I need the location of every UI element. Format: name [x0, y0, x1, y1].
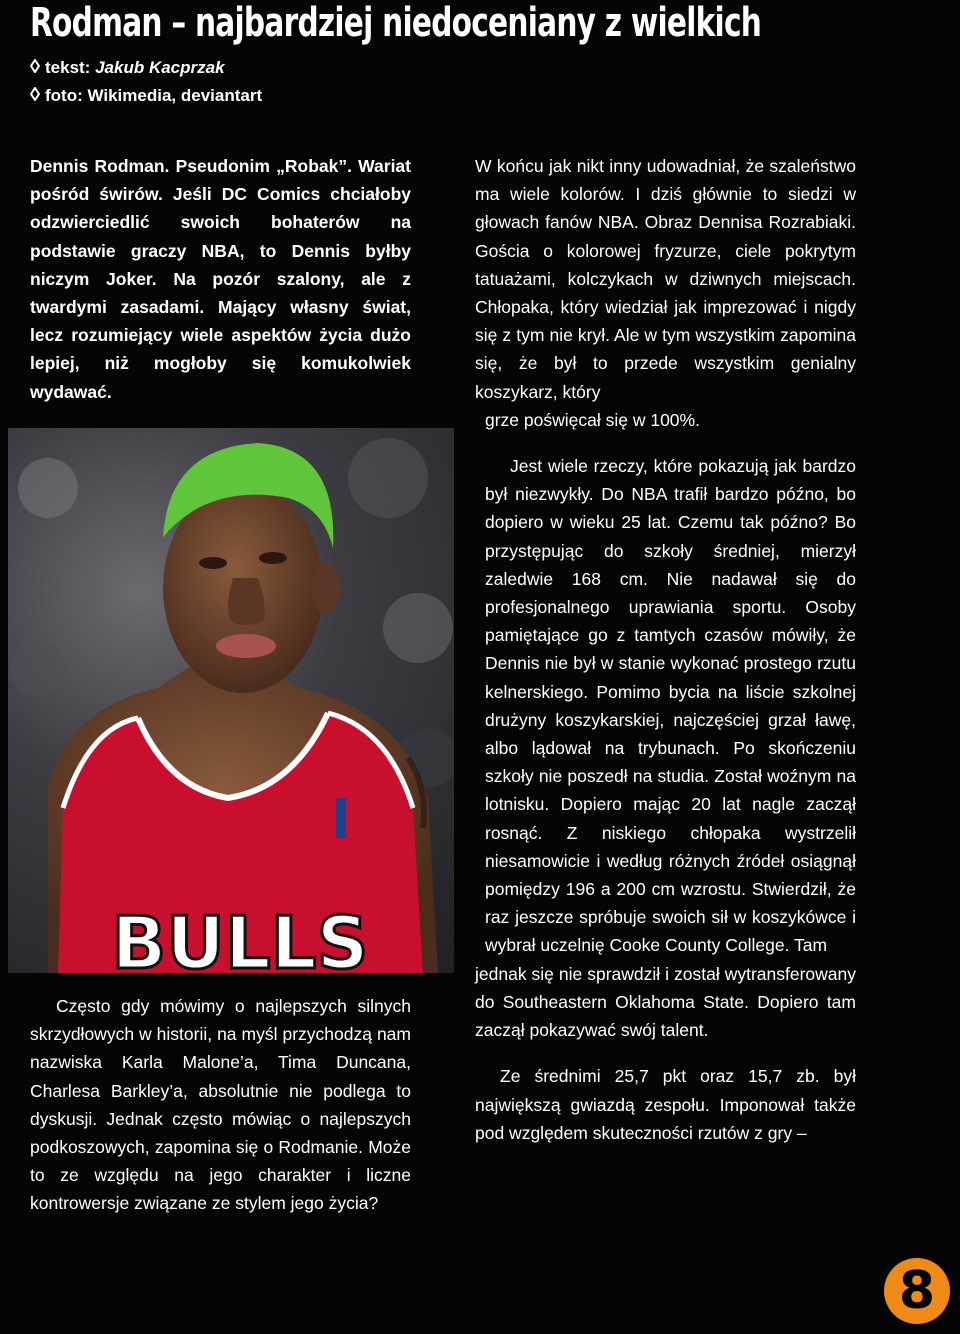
player-illustration	[8, 428, 454, 973]
diamond-icon	[30, 82, 42, 110]
left-bottom-paragraph	[30, 992, 411, 1218]
jersey-text: BULLS	[111, 901, 369, 973]
right-paragraph-2: Jest wiele rzeczy, które pokazują jak bardzo był niezwykły. Do NBA trafił bardzo późno, bo dopiero w wieku 25 lat. Czemu tak późno? Bo przystępując do szkoły średniej, mierzył zaledwie 168 cm. Nie nadawał się do profesjonalnego uprawiania sportu. Osoby pamiętające go z tamtych czasów mówiły, że Dennis nie był w stanie wykonać prostego rzutu kelnerskiego. Pomimo bycia na liście szkolnej drużyny koszykarskiej, najczęściej grzał ławę, albo lądował na trybunach. Po skończeniu szkoły nie poszedł na studia. Został woźnym na lotnisku. Dopiero mając 20 lat nagle zaczął rosnąć. Z niskiego chłopaka wystrzelił niesamowicie i według różnych źródeł osiągnął pomiędzy 196 a 200 cm wzrostu. Stwierdził, że raz jeszcze spróbuje swoich sił w koszykówce i wybrał uczelnię Cooke County College. Tam	[485, 456, 856, 956]
credits	[30, 54, 262, 110]
magazine-logo	[884, 1258, 950, 1324]
intro-paragraph	[30, 152, 411, 406]
intro-text: Dennis Rodman. Pseudonim „Robak”. Wariat pośród świrów. Jeśli DC Comics chciałoby odzwierciedlić swoich bohaterów na podstawie graczy NBA, to Dennis byłby niczym Joker. Na pozór szalony, ale z twardymi zasadami. Mający własny świat, lecz rozumiejący wiele aspektów życia dużo lepiej, niż mogłoby się komukolwiek wydawać.	[30, 156, 411, 402]
right-paragraph-2-cont: jednak się nie sprawdził i został wytransferowany do Southeastern Oklahoma State. Dopiero tam zaczął pokazywać swój talent.	[475, 963, 856, 1041]
right-column	[475, 152, 856, 1147]
article-title: Rodman – najbardziej niedoceniany z wielkich	[30, 0, 762, 46]
right-paragraph-3: Ze średnimi 25,7 pkt oraz 15,7 zb. był największą gwiazdą zespołu. Imponował także pod względem skuteczności rzutów z gry –	[475, 1066, 856, 1143]
credit-photo	[30, 82, 262, 110]
credit-author-label: tekst:	[45, 58, 91, 77]
player-photo	[8, 428, 454, 973]
credit-photo-text: foto: Wikimedia, deviantart	[45, 86, 263, 105]
right-paragraph-1: W końcu jak nikt inny udowadniał, że szaleństwo ma wiele kolorów. I dziś głównie to siedzi w głowach fanów NBA. Obraz Dennisa Rozrabiaki. Gościa o kolorowej fryzurze, ciele pokrytym tatuażami, kolczykach w dziwnych miejscach. Chłopaka, który wiedział jak imprezować i nigdy się z tym nie krył. Ale w tym wszystkim zapomina się, że był to przede wszystkim genialny koszykarz, który	[475, 156, 856, 402]
diamond-icon	[30, 54, 42, 82]
credit-author	[30, 54, 262, 82]
lips	[216, 634, 276, 658]
left-bottom-text: Często gdy mówimy o najlepszych silnych skrzydłowych w historii, na myśl przychodzą nam nazwiska Karla Malone’a, Tima Duncana, Charlesa Barkley’a, absolutnie nie podlega to dyskusji. Jednak często mówiąc o najlepszych podkoszowych, zapomina się o Rodmanie. Może to ze względu na jego charakter i liczne kontrowersje związane ze stylem jego życia?	[30, 996, 411, 1214]
logo-eight: 8	[898, 1261, 936, 1321]
credit-author-name: Jakub Kacprzak	[95, 58, 225, 77]
right-paragraph-1-end: grze poświęcał się w 100%.	[485, 409, 700, 430]
